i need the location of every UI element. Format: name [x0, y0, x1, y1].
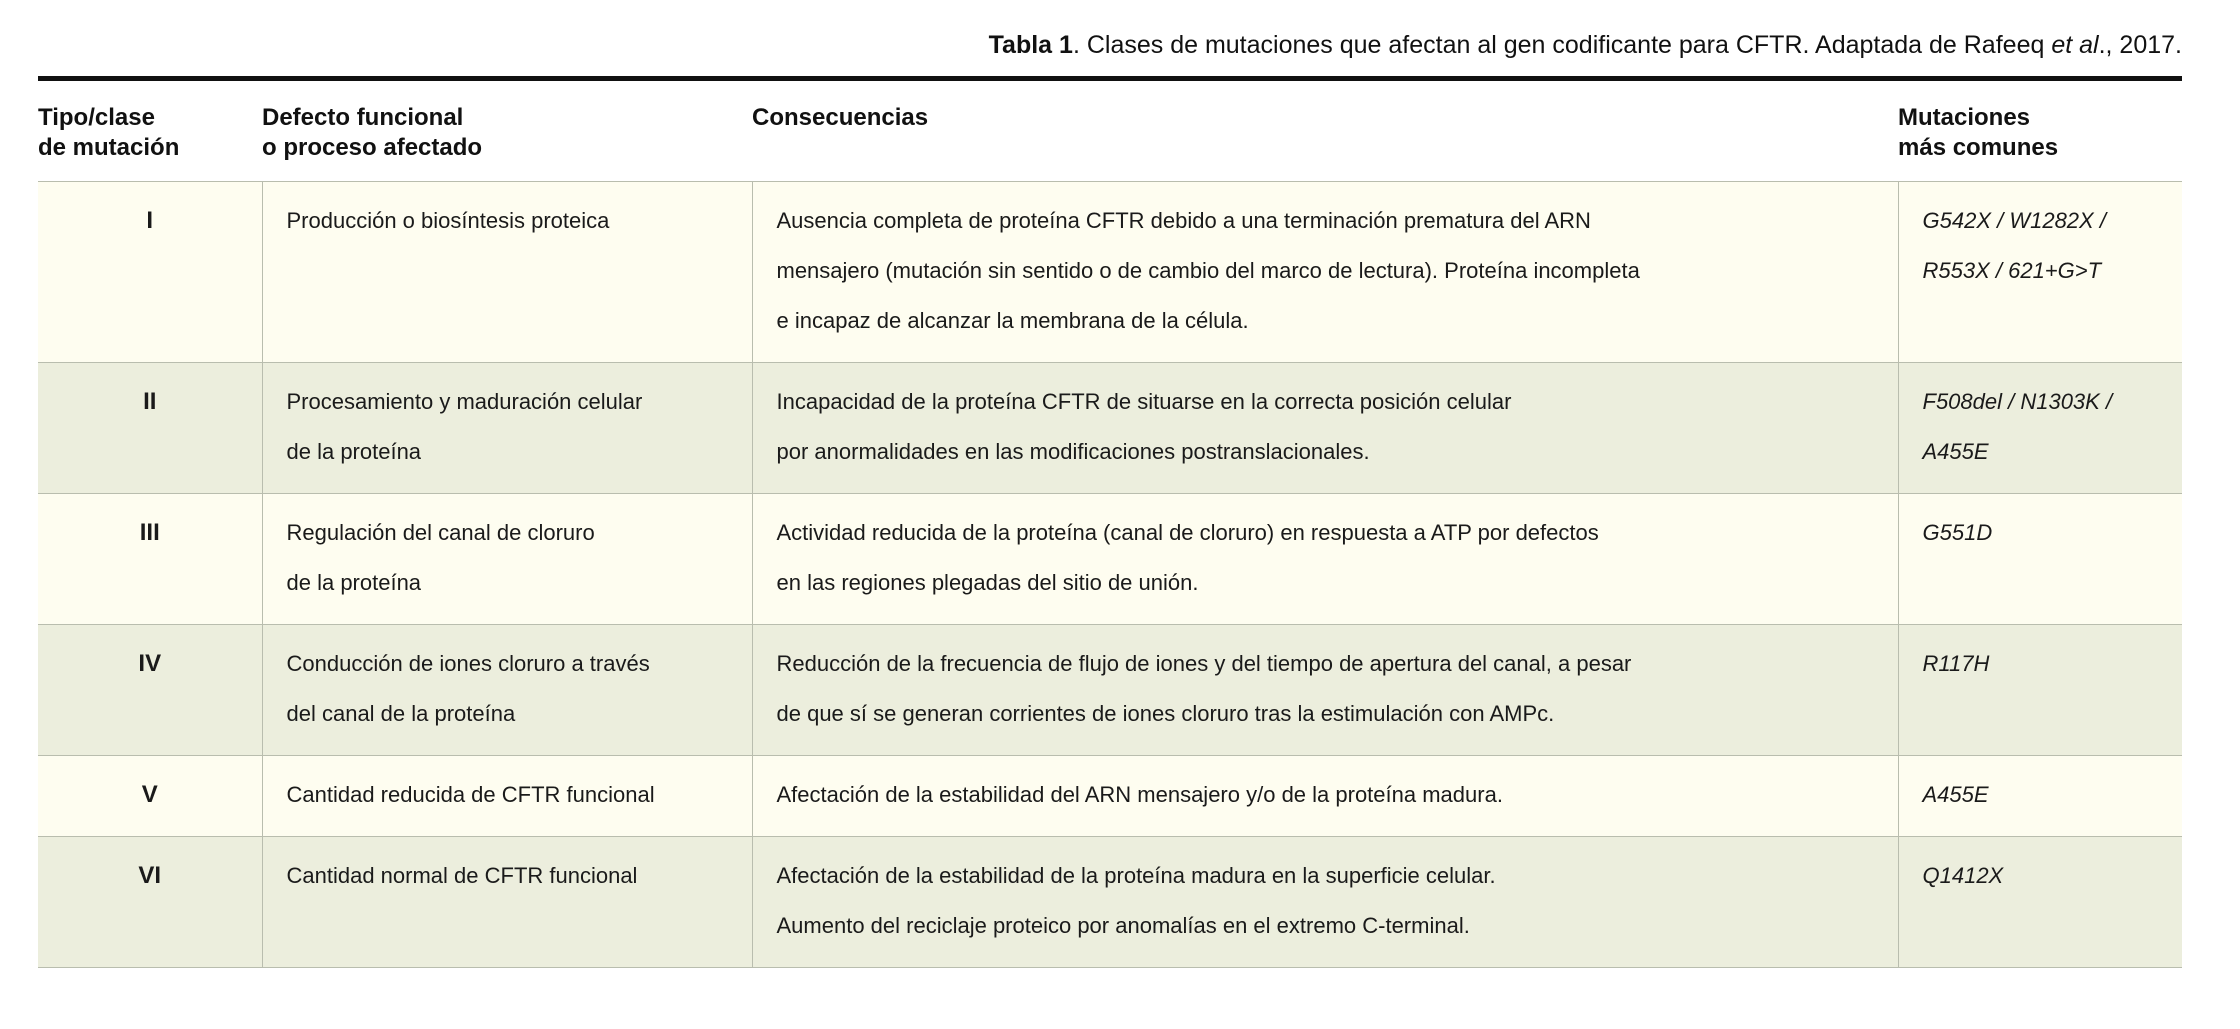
cell-mutaciones — [1898, 182, 2182, 363]
table-row — [38, 837, 2182, 968]
table-head — [38, 79, 2182, 182]
cell-defecto — [262, 182, 752, 363]
column-header-defecto — [262, 79, 752, 182]
cell-consecuencias — [752, 182, 1898, 363]
column-header-mutaciones-line2: más comunes — [1898, 134, 2059, 161]
cell-mutaciones — [1898, 494, 2182, 625]
cell-mutaciones — [1898, 837, 2182, 968]
cell-defecto-line: Conducción de iones cloruro a través — [286, 651, 650, 676]
cell-defecto — [262, 625, 752, 756]
column-header-consecuencias-line1: Consecuencias — [752, 104, 929, 131]
cell-consecuencias-line: de que sí se generan corrientes de iones cloruro tras la estimulación con AMPc. — [776, 701, 1555, 726]
cell-defecto-line: Cantidad normal de CFTR funcional — [286, 863, 638, 888]
cell-consecuencias-line: Afectación de la estabilidad del ARN mensajero y/o de la proteína madura. — [776, 782, 1503, 807]
column-header-consecuencias — [752, 79, 1898, 182]
cell-mutaciones-line: G542X / W1282X / — [1922, 208, 2106, 233]
cell-mutaciones — [1898, 625, 2182, 756]
column-header-mutaciones — [1898, 79, 2182, 182]
column-header-defecto-line2: o proceso afectado — [262, 134, 483, 161]
cell-consecuencias — [752, 494, 1898, 625]
cell-consecuencias-line: Reducción de la frecuencia de flujo de iones y del tiempo de apertura del canal, a pesar — [776, 651, 1632, 676]
cell-consecuencias-line: por anormalidades en las modificaciones postranslacionales. — [776, 439, 1370, 464]
cell-defecto-line: Procesamiento y maduración celular — [286, 389, 643, 414]
cell-consecuencias-line: e incapaz de alcanzar la membrana de la célula. — [776, 308, 1249, 333]
cell-defecto-line: del canal de la proteína — [286, 701, 516, 726]
caption-label: Tabla 1 — [988, 31, 1073, 59]
cell-defecto — [262, 837, 752, 968]
column-header-defecto-line1: Defecto funcional — [262, 104, 464, 131]
cell-defecto — [262, 363, 752, 494]
cell-defecto-line: Cantidad reducida de CFTR funcional — [286, 782, 655, 807]
cell-consecuencias — [752, 625, 1898, 756]
table-header-row — [38, 79, 2182, 182]
caption-text-part1: . Clases de mutaciones que afectan al gen codificante para CFTR. Adaptada de Rafeeq — [1072, 31, 2052, 59]
table-caption — [38, 30, 2182, 60]
cell-tipo: III — [38, 494, 262, 625]
cell-tipo: II — [38, 363, 262, 494]
cell-tipo: IV — [38, 625, 262, 756]
cell-defecto-line: Regulación del canal de cloruro — [286, 520, 595, 545]
table-row — [38, 756, 2182, 837]
cell-consecuencias-line: Incapacidad de la proteína CFTR de situarse en la correcta posición celular — [776, 389, 1512, 414]
cell-mutaciones-line: F508del / N1303K / — [1922, 389, 2113, 414]
cell-mutaciones-line: R117H — [1922, 651, 1990, 676]
table-body — [38, 182, 2182, 968]
cell-mutaciones-line: Q1412X — [1922, 863, 2004, 888]
cell-defecto — [262, 756, 752, 837]
cell-tipo: I — [38, 182, 262, 363]
column-header-tipo-line1: Tipo/clase — [38, 104, 155, 131]
cell-consecuencias-line: Aumento del reciclaje proteico por anomalías en el extremo C-terminal. — [776, 913, 1470, 938]
table-row — [38, 363, 2182, 494]
cell-defecto-line: de la proteína — [286, 439, 422, 464]
column-header-tipo — [38, 79, 262, 182]
cell-tipo: VI — [38, 837, 262, 968]
column-header-tipo-line2: de mutación — [38, 134, 180, 161]
cell-consecuencias — [752, 363, 1898, 494]
mutation-classes-table-wrap — [38, 76, 2182, 968]
cell-mutaciones — [1898, 756, 2182, 837]
cell-mutaciones-line: G551D — [1922, 520, 1993, 545]
cell-consecuencias — [752, 837, 1898, 968]
cell-mutaciones-line: A455E — [1922, 439, 1989, 464]
caption-text-part2: ., 2017. — [2098, 31, 2182, 59]
table-row — [38, 625, 2182, 756]
cell-mutaciones-line: A455E — [1922, 782, 1989, 807]
cell-consecuencias-line: Afectación de la estabilidad de la proteína madura en la superficie celular. — [776, 863, 1496, 888]
cell-defecto-line: de la proteína — [286, 570, 422, 595]
cell-defecto — [262, 494, 752, 625]
cell-mutaciones — [1898, 363, 2182, 494]
caption-et-al: et al — [2051, 31, 2099, 59]
cell-tipo: V — [38, 756, 262, 837]
cell-consecuencias-line: Ausencia completa de proteína CFTR debido a una terminación prematura del ARN — [776, 208, 1591, 233]
cell-mutaciones-line: R553X / 621+G>T — [1922, 258, 2102, 283]
cell-consecuencias-line: Actividad reducida de la proteína (canal de cloruro) en respuesta a ATP por defectos — [776, 520, 1599, 545]
table-row — [38, 182, 2182, 363]
cell-defecto-line: Producción o biosíntesis proteica — [286, 208, 610, 233]
cell-consecuencias — [752, 756, 1898, 837]
column-header-mutaciones-line1: Mutaciones — [1898, 104, 2031, 131]
cell-consecuencias-line: en las regiones plegadas del sitio de unión. — [776, 570, 1199, 595]
table-row — [38, 494, 2182, 625]
cell-consecuencias-line: mensajero (mutación sin sentido o de cambio del marco de lectura). Proteína incompleta — [776, 258, 1640, 283]
mutation-classes-table — [38, 76, 2182, 968]
